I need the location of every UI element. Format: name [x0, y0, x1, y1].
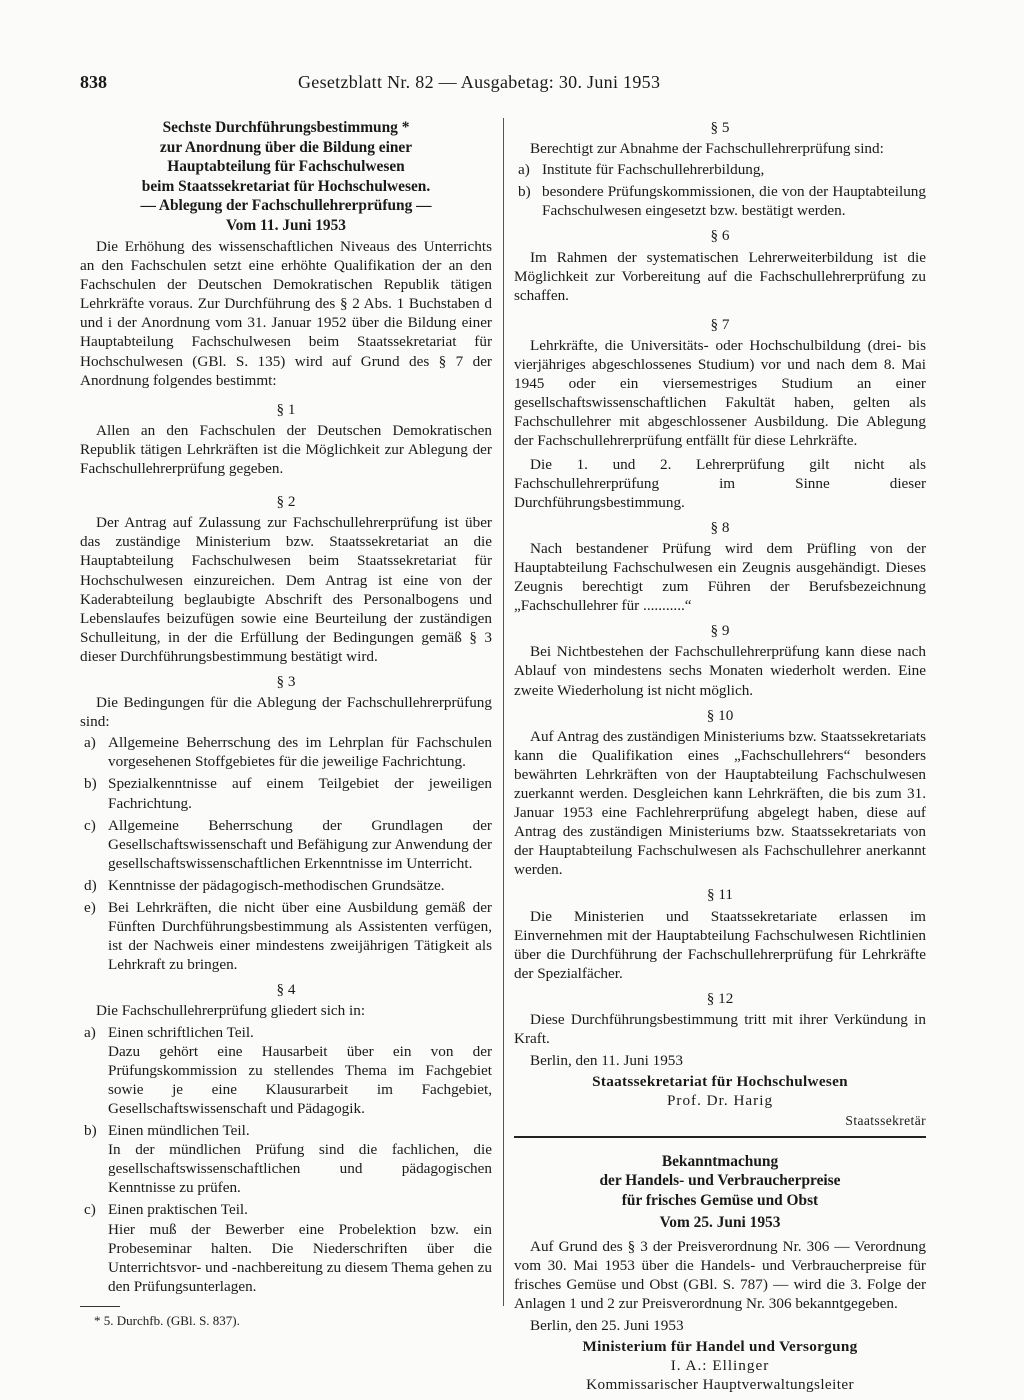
footnote: * 5. Durchfb. (GBl. S. 837).	[94, 1312, 240, 1328]
title-line: Vom 11. Juni 1953	[225, 216, 347, 234]
list-label: e)	[84, 899, 96, 916]
list-label: a)	[518, 161, 530, 179]
list-text: Hier muß der Bewerber eine Probelektion bzw. ein Probeseminar halten. Die Niederschriften über die Unterrichtsvor- und -nachbereitung zu diesem Thema gehen zu den Prüfungsunterlagen.	[108, 1220, 492, 1295]
section-3-intro: Die Bedingungen für die Ablegung der Fachschullehrerprüfung sind:	[80, 694, 492, 731]
section-2-text: Der Antrag auf Zulassung zur Fachschullehrerprüfung ist über das zuständige Ministerium bzw. Staatssekretariat an die Hauptabteilung Fachschulwesen beim Staatssekretariat für Hochschulwesen einzureichen. Dem Antrag ist eine von der Kaderabteilung beglaubigte Abschrift des Personalbogens und Lebenslaufes beizufügen sowie eine Beurteilung der zuständigen Schulleitung, in der die Erfüllung der Bedingungen gemäß § 3 dieser Durchführungsbestimmung bestätigt wird.	[80, 514, 492, 665]
footnote-rule	[80, 1306, 120, 1307]
list-text: Institute für Fachschullehrerbildung,	[542, 161, 765, 179]
list-text: Spezialkenntnisse auf einem Teilgebiet der jeweiligen Fachrichtung.	[108, 775, 492, 812]
column-divider	[503, 118, 504, 1306]
section-heading-8: § 8	[710, 518, 730, 536]
list-item	[514, 160, 926, 179]
section-heading-12: § 12	[706, 989, 734, 1007]
list-label: b)	[84, 1122, 97, 1140]
signature-organization: Staatssekretariat für Hochschulwesen	[592, 1073, 848, 1091]
section-heading-10: § 10	[706, 706, 734, 724]
title-line: der Handels- und Verbraucherpreise	[599, 1172, 841, 1190]
list-item	[80, 898, 492, 974]
section-heading-3: § 3	[276, 672, 296, 690]
right-column	[514, 118, 926, 1394]
list-item	[80, 1200, 492, 1295]
title-line: für frisches Gemüse und Obst	[621, 1191, 819, 1209]
list-item	[80, 876, 492, 895]
section-heading-2: § 2	[276, 493, 296, 511]
section-10-text: Auf Antrag des zuständigen Ministeriums bzw. Staatssekretariats kann die Qualifikation eines „Fachschullehrers“ besonders bewährten Lehrkräften von der Hauptabteilung Fachschulwesen zuerkannt werden. Desgleichen kann Lehrkräften, die bis zum 31. Januar 1953 eine Fachlehrerprüfung abgelegt haben, diese auf Antrag des zuständigen Ministeriums bzw. Staatssekretariats von der Hauptabteilung Fachschulwesen als Fachschullehrer anerkannt werden.	[514, 727, 926, 879]
section-heading-6: § 6	[710, 227, 730, 245]
section-heading-9: § 9	[710, 622, 730, 640]
list-item	[80, 774, 492, 812]
section-5-intro: Berechtigt zur Abnahme der Fachschullehrerprüfung sind:	[530, 140, 884, 158]
section-rule	[514, 1136, 926, 1138]
list-head: Einen schriftlichen Teil.	[108, 1023, 254, 1041]
list-text: Allgemeine Beherrschung des im Lehrplan für Fachschulen vorgesehenen Stoffgebietes für die jeweilige Fachrichtung.	[108, 734, 492, 771]
list-head: Einen praktischen Teil.	[108, 1201, 248, 1219]
running-head: Gesetzblatt Nr. 82 — Ausgabetag: 30. Juni 1953	[298, 72, 661, 92]
list-item	[514, 182, 926, 220]
section-4-intro: Die Fachschullehrerprüfung gliedert sich in:	[96, 1002, 366, 1020]
list-text: Bei Lehrkräften, die nicht über eine Ausbildung gemäß der Fünften Durchführungsbestimmung als Assistenten verfügen, ist der Nachweis einer mindestens zweijährigen Tätigkeit als Lehrkraft zu bringen.	[108, 899, 492, 974]
section-heading-4: § 4	[276, 981, 296, 999]
notice-title	[514, 1152, 926, 1233]
decree-title	[80, 118, 492, 235]
section-heading-5: § 5	[710, 119, 730, 136]
list-label: c)	[84, 816, 96, 834]
section-7-text-2: Die 1. und 2. Lehrerprüfung gilt nicht als Fachschullehrerprüfung im Sinne dieser Durchführungsbestimmung.	[514, 455, 926, 511]
section-11-text: Die Ministerien und Staatssekretariate erlassen im Einvernehmen mit der Hauptabteilung Fachschulwesen Richtlinien über die Durchführung der Fachschullehrerprüfung für Lehrkräfte der Spezialfächer.	[514, 907, 926, 982]
notice-text: Auf Grund des § 3 der Preisverordnung Nr. 306 — Verordnung vom 30. Mai 1953 über die Handels- und Verbraucherpreise für frisches Gemüse und Obst (GBl. S. 787) — wird die 3. Folge der Anlagen 1 und 2 zur Preisverordnung Nr. 306 bekanntgegeben.	[514, 1237, 926, 1312]
section-12-text: Diese Durchführungsbestimmung tritt mit ihrer Verkündung in Kraft.	[514, 1011, 926, 1048]
section-7-text: Lehrkräfte, die Universitäts- oder Hochschulbildung (drei- bis vierjähriges abgeschlossenes Studium) vor und nach dem 8. Mai 1945 oder ein viersemestriges Studium an einer gesellschaftswissenschaftlichen Fakultät haben, gelten als Fachschullehrer mit abgeschlossener Ausbildung. Die Ablegung der Fachschullehrerprüfung entfällt für diese Lehrkräfte.	[514, 336, 926, 450]
section-heading-11: § 11	[706, 886, 733, 904]
list-text: besondere Prüfungskommissionen, die von der Hauptabteilung Fachschulwesen eingesetzt bzw. bestätigt werden.	[542, 183, 926, 220]
notice-place-date: Berlin, den 25. Juni 1953	[530, 1316, 684, 1334]
notice-signature-organization: Ministerium für Handel und Versorgung	[582, 1338, 858, 1356]
notice-signature-role: Kommissarischer Hauptverwaltungsleiter	[586, 1376, 854, 1394]
list-item	[80, 816, 492, 873]
list-text: Dazu gehört eine Hausarbeit über ein von der Prüfungskommission zu stellendes Thema im Fachgebiet sowie je eine Klausurarbeit im Fachgebiet, Gesellschaftswissenschaft und Pädagogik.	[108, 1042, 492, 1117]
list-label: c)	[84, 1201, 96, 1219]
intro-paragraph: Die Erhöhung des wissenschaftlichen Niveaus des Unterrichts an den Fachschulen setzt eine erhöhte Qualifikation der an den Fachschulen der Deutschen Demokratischen Republik tätigen Lehrkräfte voraus. Zur Durchführung des § 2 Abs. 1 Buchstaben d und i der Anordnung vom 31. Januar 1952 über die Bildung einer Hauptabteilung Fachschulwesen beim Staatssekretariat für Hochschulwesen (GBl. S. 135) wird auf Grund des § 7 der Anordnung folgendes bestimmt:	[80, 238, 492, 389]
list-text: Kenntnisse der pädagogisch-methodischen Grundsätze.	[108, 876, 445, 894]
list-text: In der mündlichen Prüfung sind die fachlichen, die gesellschaftswissenschaftlichen und pädagogischen Kenntnisse zu prüfen.	[108, 1141, 492, 1197]
title-line: — Ablegung der Fachschullehrerprüfung —	[140, 197, 432, 214]
list-label: a)	[84, 734, 96, 752]
title-line: Hauptabteilung für Fachschulwesen	[167, 158, 405, 175]
section-9-text: Bei Nichtbestehen der Fachschullehrerprüfung kann diese nach Ablauf von mindestens sechs Monaten wiederholt werden. Eine zweite Wiederholung ist nicht möglich.	[514, 643, 926, 699]
page-number: 838	[80, 72, 107, 92]
signature-role: Staatssekretär	[845, 1112, 926, 1128]
place-date: Berlin, den 11. Juni 1953	[530, 1052, 683, 1070]
section-1-text: Allen an den Fachschulen der Deutschen Demokratischen Republik tätigen Lehrkräften ist die Möglichkeit zur Ablegung der Fachschullehrerprüfung gegeben.	[80, 421, 492, 478]
notice-signature-name: I. A.: Ellinger	[670, 1357, 770, 1375]
section-heading-7: § 7	[710, 315, 730, 333]
section-heading-1: § 1	[276, 400, 296, 418]
list-item	[80, 733, 492, 771]
title-line: zur Anordnung über die Bildung einer	[159, 138, 413, 156]
list-label: b)	[518, 183, 531, 201]
list-text: Allgemeine Beherrschung der Grundlagen der Gesellschaftswissenschaft und Befähigung zur Anwendung der gesellschaftswissenschaftlichen Erkenntnisse im Unterricht.	[108, 816, 492, 872]
list-head: Einen mündlichen Teil.	[108, 1122, 250, 1140]
list-label: a)	[84, 1023, 96, 1041]
title-line: Bekanntmachung	[661, 1152, 779, 1170]
section-8-text: Nach bestandener Prüfung wird dem Prüfling von der Hauptabteilung Fachschulwesen ein Zeugnis ausgehändigt. Dieses Zeugnis berechtigt zum Führen der Berufsbezeichnung „Fachschullehrer für ...........“	[514, 539, 926, 615]
list-item	[80, 1023, 492, 1118]
left-column	[80, 118, 492, 1330]
title-line: beim Staatssekretariat für Hochschulwesen.	[141, 177, 431, 195]
section-6-text: Im Rahmen der systematischen Lehrerweiterbildung ist die Möglichkeit zur Vorbereitung auf die Fachschullehrerprüfung zu schaffen.	[514, 248, 926, 304]
title-line: Vom 25. Juni 1953	[659, 1214, 781, 1232]
title-line: Sechste Durchführungsbestimmung *	[162, 119, 410, 136]
list-item	[80, 1121, 492, 1197]
list-label: b)	[84, 775, 97, 793]
signature-name: Prof. Dr. Harig	[666, 1092, 774, 1110]
list-label: d)	[84, 876, 97, 894]
